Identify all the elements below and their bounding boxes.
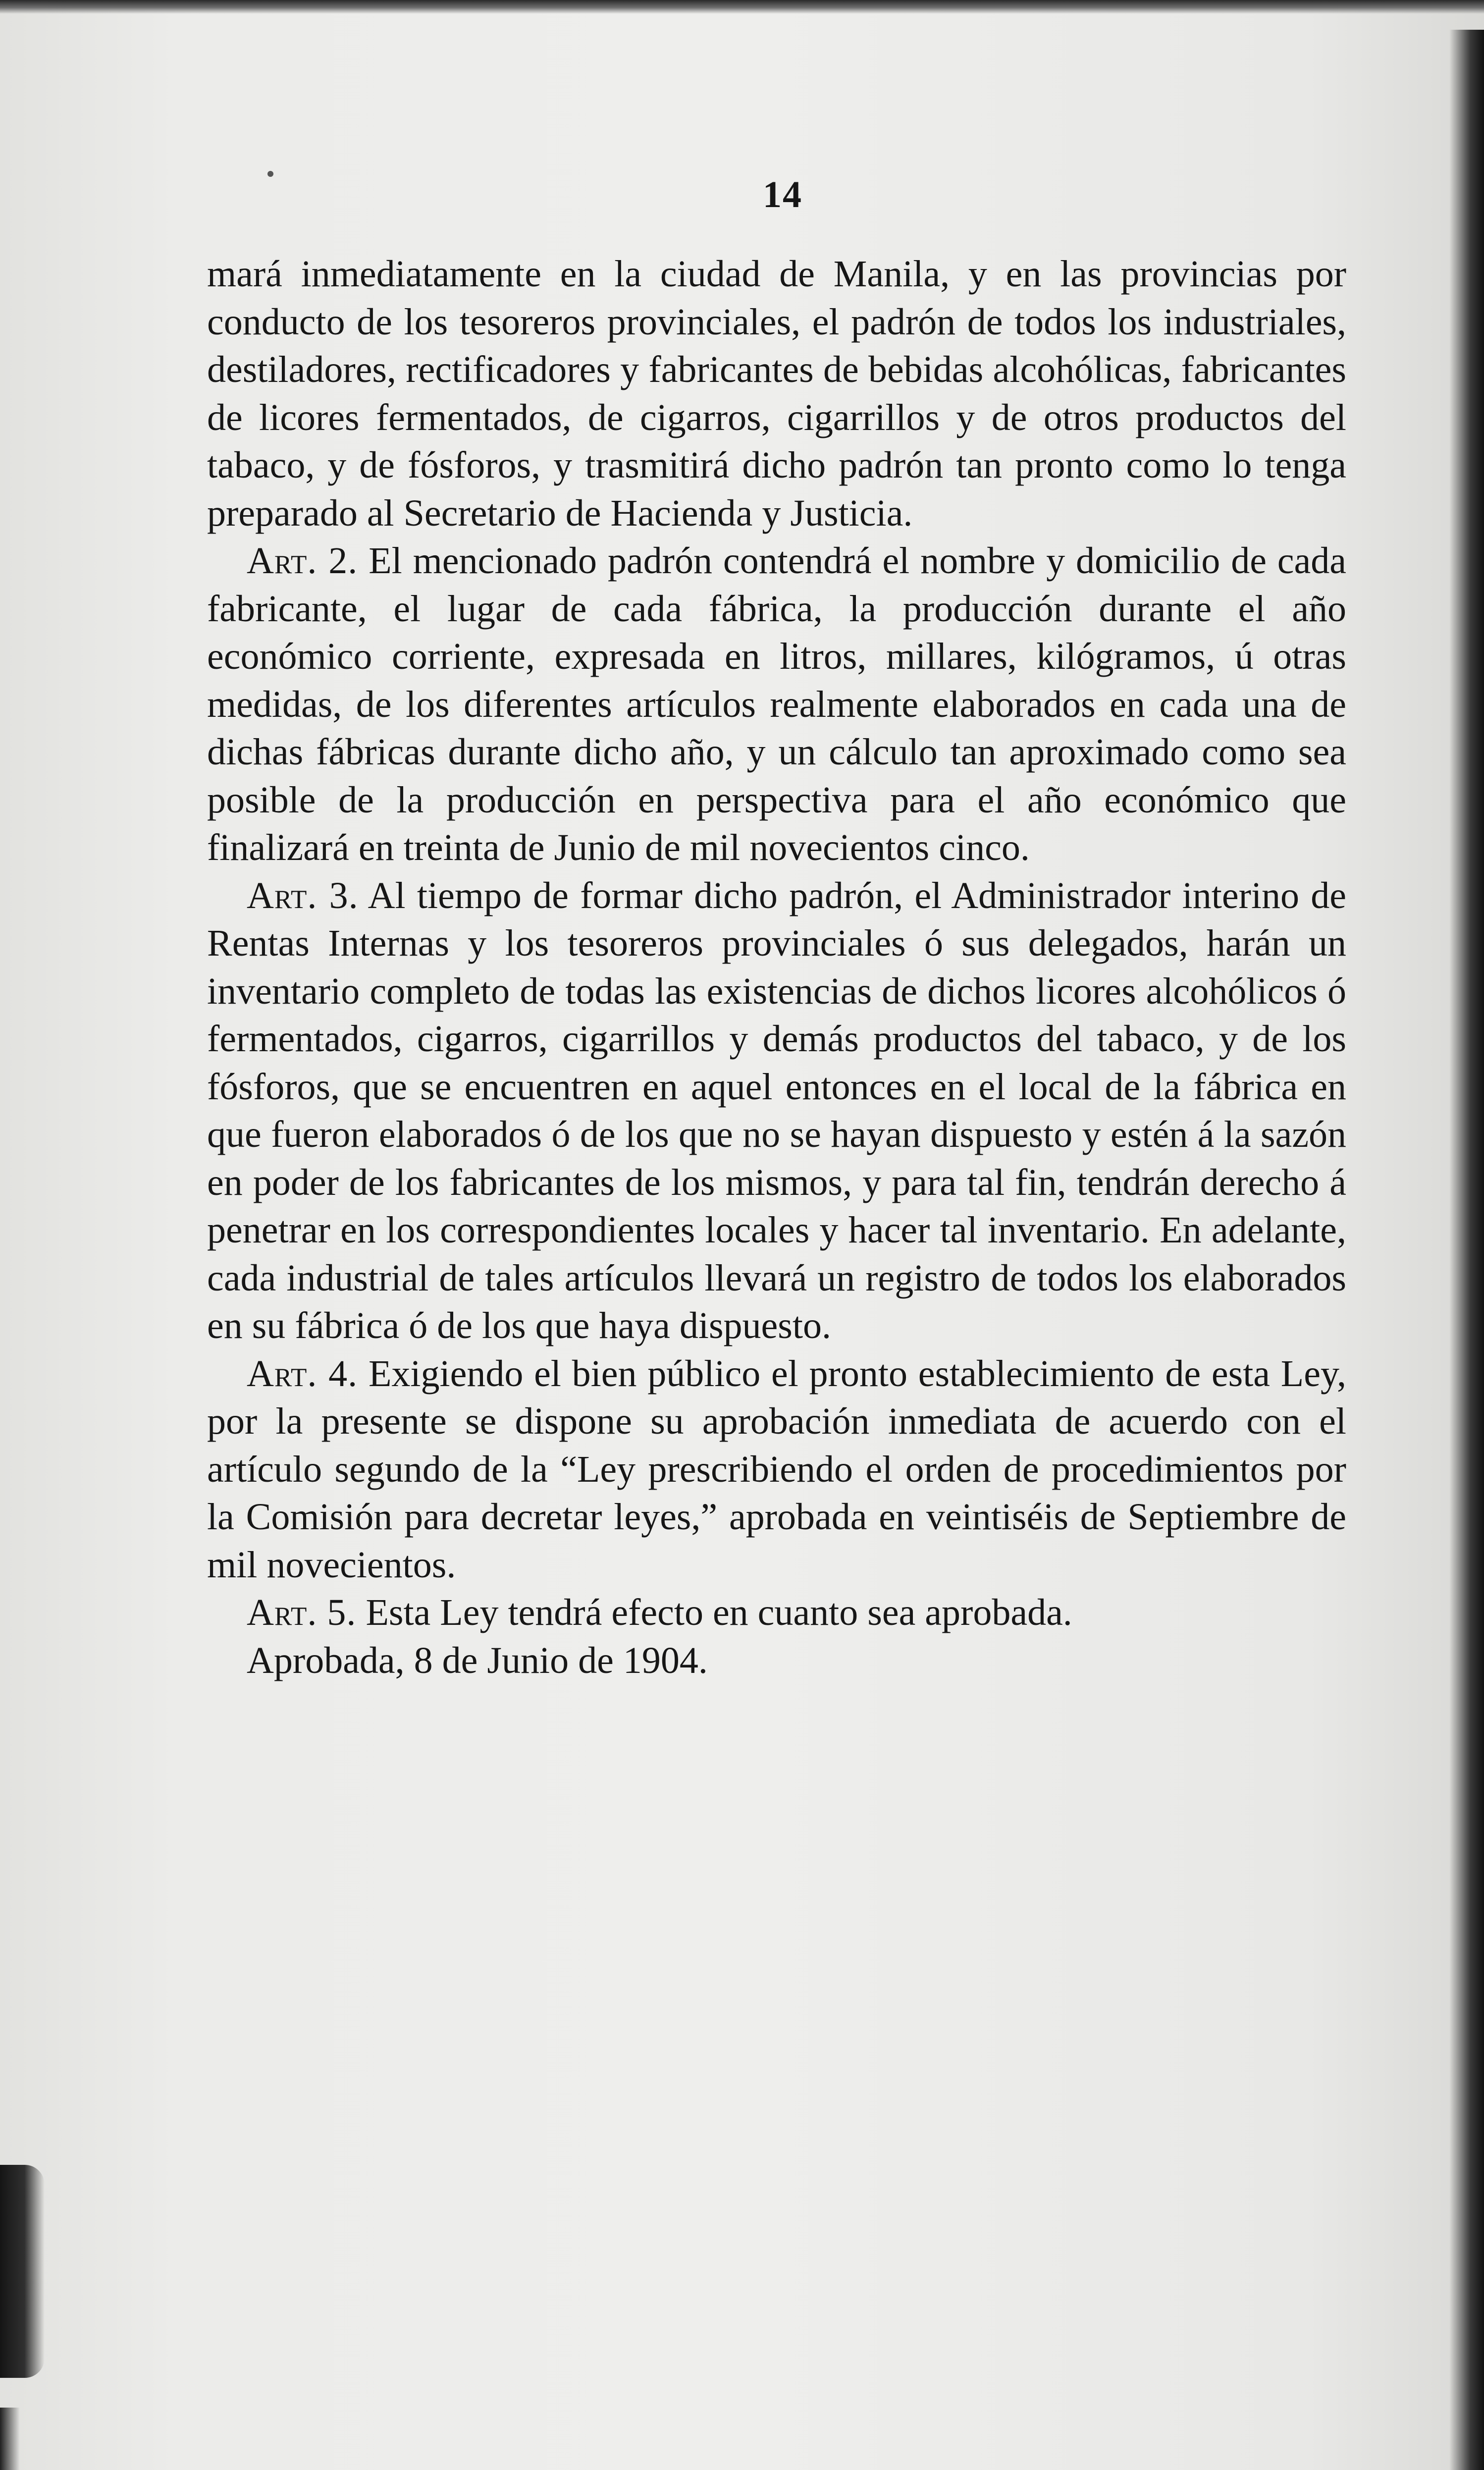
page-top-shadow xyxy=(0,0,1484,14)
ink-speck xyxy=(267,171,273,177)
article-text: Exigiendo el bien público el pronto establecimiento de esta Ley, por la presente se dispone su aprobación inmediata de acuerdo con el artículo segundo de la “Ley prescribiendo el orden de procedimientos por la Comisión para decretar leyes,” aprobada en veintiséis de Septiembre de mil novecientos. xyxy=(207,1352,1347,1586)
article-2 xyxy=(207,537,1346,872)
article-text: El mencionado padrón contendrá el nombre y domicilio de cada fabricante, el lugar de cada fábrica, la producción durante el año económico corriente, expresada en litros, millares, kilógramos, ú otras medidas, de los diferentes artículos realmente elaborados en cada una de dichas fábricas durante dicho año, y un cálculo tan aproximado como sea posible de la producción en perspectiva para el año económico que finalizará en treinta de Junio de mil novecientos cinco. xyxy=(207,540,1347,868)
page-right-shadow xyxy=(1449,30,1484,2470)
page-left-shadow xyxy=(0,2165,45,2378)
page-number: 14 xyxy=(763,174,802,215)
article-label: Art. 2. xyxy=(247,540,358,582)
article-4 xyxy=(207,1350,1346,1589)
approval-line: Aprobada, 8 de Junio de 1904. xyxy=(247,1639,708,1681)
article-text: Esta Ley tendrá efecto en cuanto sea aprobada. xyxy=(366,1592,1072,1633)
article-label: Art. 5. xyxy=(247,1592,357,1633)
continuation-paragraph: mará inmediatamente en la ciudad de Manila, y en las provincias por conducto de los tesoreros provinciales, el padrón de todos los industriales, destiladores, rectificadores y fabricantes de bebidas alcohólicas, fabricantes de licores fermentados, de cigarros, cigarrillos y de otros productos del tabaco, y de fósforos, y trasmitirá dicho padrón tan pronto como lo tenga preparado al Secretario de Hacienda y Justicia. xyxy=(207,253,1346,534)
article-label: Art. 4. xyxy=(247,1352,358,1395)
article-5 xyxy=(207,1589,1346,1637)
article-label: Art. 3. xyxy=(247,874,359,916)
article-text: Al tiempo de formar dicho padrón, el Administrador interino de Rentas Internas y los tesoreros provinciales ó sus delegados, harán un inventario completo de todas las existencias de dichos licores alcohólicos ó fermentados, cigarros, cigarrillos y demás productos del tabaco, y de los fósforos, que se encuentren en aquel entonces en el local de la fábrica en que fueron elaborados ó de los que no se hayan dispuesto y estén á la sazón en poder de los fabricantes de los mismos, y para tal fin, tendrán derecho á penetrar en los correspondientes locales y hacer tal inventario. En adelante, cada industrial de tales artículos llevará un registro de todos los elaborados en su fábrica ó de los que haya dispuesto. xyxy=(207,874,1346,1346)
body-text xyxy=(207,250,1346,1684)
page-left-corner-shadow xyxy=(0,2408,20,2470)
article-3 xyxy=(207,872,1346,1350)
